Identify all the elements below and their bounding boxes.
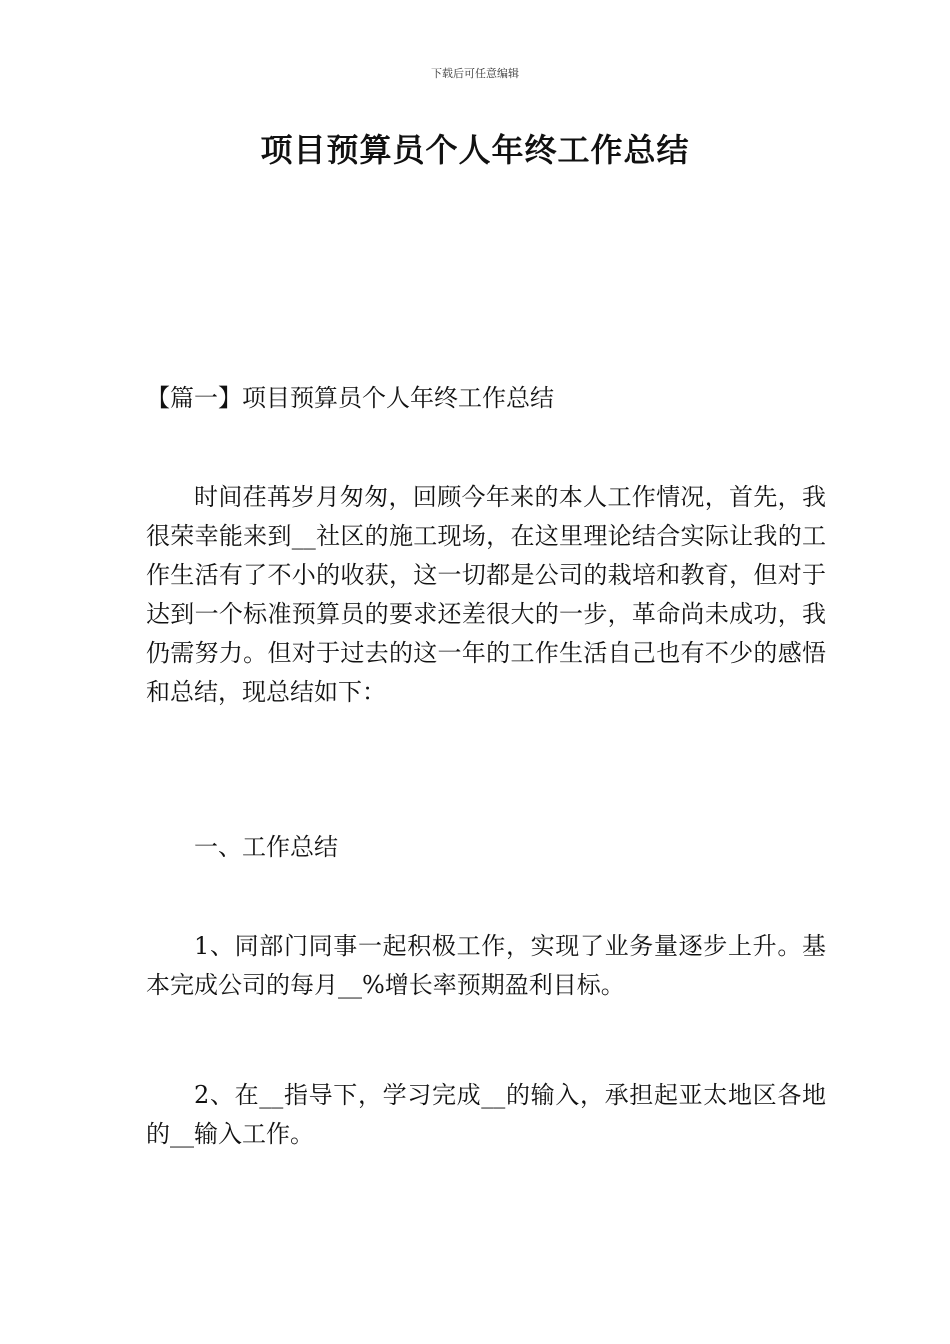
list-item-1: 1、同部门同事一起积极工作，实现了业务量逐步上升。基本完成公司的每月__%增长率预期盈利目标。 (146, 932, 826, 999)
document-title: 项目预算员个人年终工作总结 (260, 131, 690, 169)
list-item-2: 2、在__指导下，学习完成__的输入，承担起亚太地区各地的__输入工作。 (146, 1081, 826, 1148)
subheading-work-summary: 一、工作总结 (194, 833, 338, 861)
intro-paragraph: 时间荏苒岁月匆匆，回顾今年来的本人工作情况，首先，我很荣幸能来到__社区的施工现场，在这里理论结合实际让我的工作生活有了不小的收获，这一切都是公司的栽培和教育，但对于达到一个标准预算员的要求还差很大的一步，革命尚未成功，我仍需努力。但对于过去的这一年的工作生活自己也有不少的感悟和总结，现总结如下： (146, 483, 826, 706)
section-heading: 【篇一】项目预算员个人年终工作总结 (146, 384, 554, 412)
header-note: 下载后可任意编辑 (431, 67, 519, 80)
